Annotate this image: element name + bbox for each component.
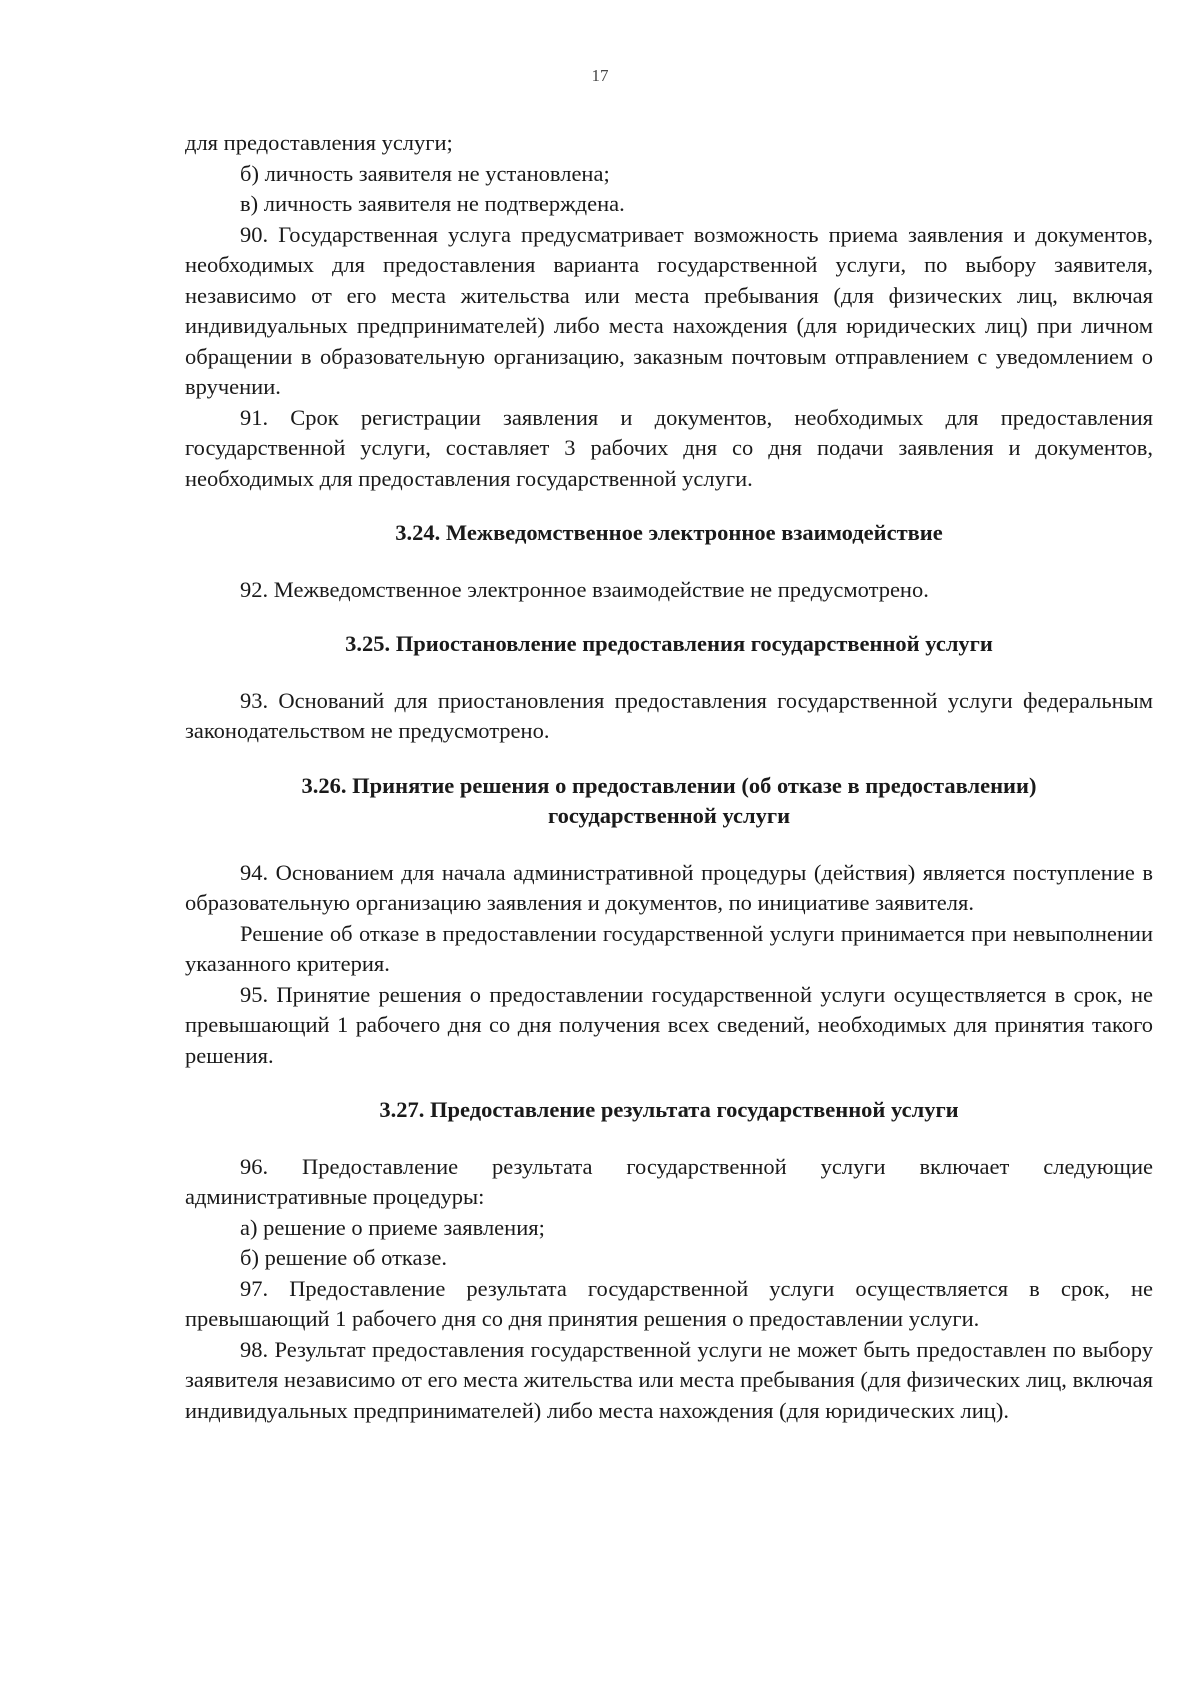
paragraph-92: 92. Межведомственное электронное взаимодействие не предусмотрено. [240, 576, 929, 602]
paragraph-94-continued: Решение об отказе в предоставлении государственной услуги принимается при невыполнении указанного критерия. [185, 920, 1153, 976]
section-heading-3-26-line1: 3.26. Принятие решения о предоставлении (об отказе в предоставлении) [301, 772, 1037, 798]
paragraph-90: 90. Государственная услуга предусматривает возможность приема заявления и документов, необходимых для предоставления варианта государственной услуги, по выбору заявителя, независимо от его места жительства или места пребывания (для физических лиц, включая индивидуальных предпринимателей) либо места нахождения (для юридических лиц) при личном обращении в образовательную организацию, заказным почтовым отправлением с уведомлением о вручении. [185, 221, 1153, 399]
list-item-b: б) личность заявителя не установлена; [240, 160, 610, 186]
document-body [185, 128, 1153, 1426]
continuation-line: для предоставления услуги; [185, 130, 453, 155]
paragraph-93: 93. Оснований для приостановления предоставления государственной услуги федеральным законодательством не предусмотрено. [185, 687, 1153, 743]
paragraph-96: 96. Предоставление результата государственной услуги включает следующие административные процедуры: [185, 1153, 1153, 1209]
section-heading-3-24: 3.24. Межведомственное электронное взаимодействие [395, 520, 943, 545]
paragraph-94: 94. Основанием для начала административной процедуры (действия) является поступление в образовательную организацию заявления и документов, по инициативе заявителя. [185, 859, 1153, 915]
page-number: 17 [591, 66, 609, 85]
paragraph-95: 95. Принятие решения о предоставлении государственной услуги осуществляется в срок, не превышающий 1 рабочего дня со дня получения всех сведений, необходимых для принятия такого решения. [185, 981, 1153, 1068]
list-item-b-2: б) решение об отказе. [240, 1245, 447, 1270]
list-item-a: а) решение о приеме заявления; [240, 1214, 545, 1240]
paragraph-91: 91. Срок регистрации заявления и документов, необходимых для предоставления государственной услуги, составляет 3 рабочих дня со дня подачи заявления и документов, необходимых для предоставления государственной услуги. [185, 404, 1153, 491]
section-heading-3-25: 3.25. Приостановление предоставления государственной услуги [345, 631, 993, 656]
list-item-v: в) личность заявителя не подтверждена. [240, 191, 625, 216]
paragraph-97: 97. Предоставление результата государственной услуги осуществляется в срок, не превышающий 1 рабочего дня со дня принятия решения о предоставлении услуги. [185, 1275, 1153, 1331]
section-heading-3-26-line2: государственной услуги [547, 803, 791, 828]
section-heading-3-27: 3.27. Предоставление результата государственной услуги [379, 1097, 959, 1122]
paragraph-98: 98. Результат предоставления государственной услуги не может быть предоставлен по выбору заявителя независимо от его места жительства или места пребывания (для физических лиц, включая индивидуальных предпринимателей) либо места нахождения (для юридических лиц). [185, 1336, 1153, 1423]
